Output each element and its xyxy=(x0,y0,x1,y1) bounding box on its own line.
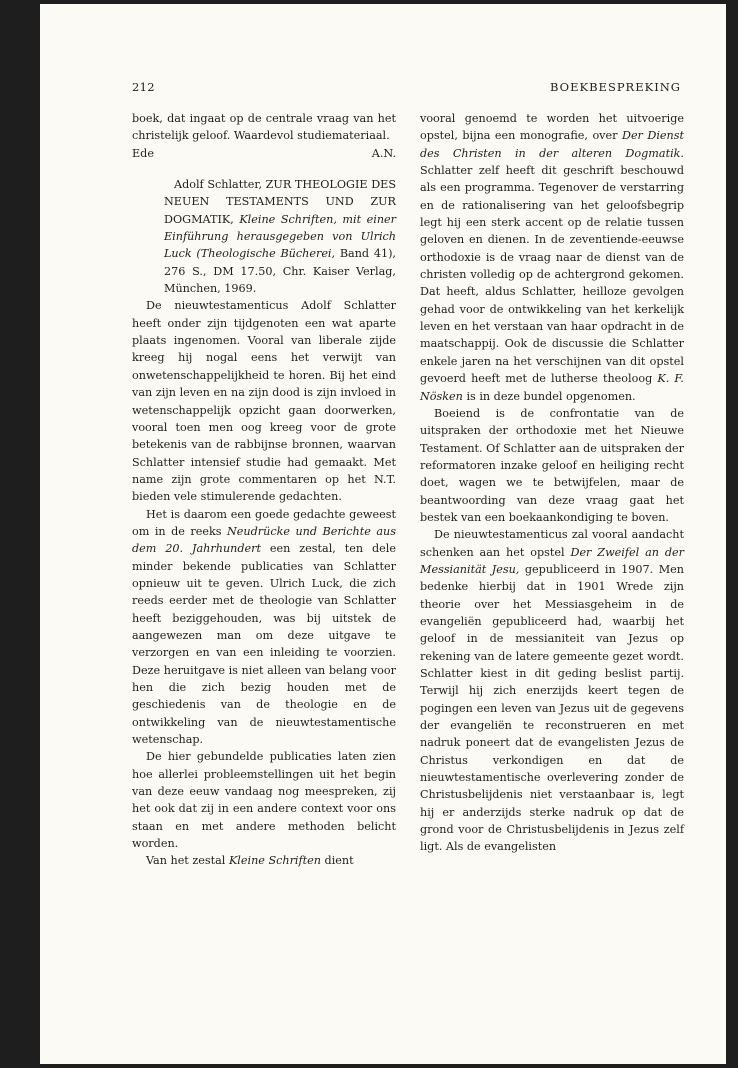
book-title: Kleine Schriften xyxy=(228,854,321,868)
paragraph-text: Van het zestal xyxy=(146,854,226,868)
essay-title: Der Dienst des Christen in der alteren Dogmatik. xyxy=(420,129,684,160)
right-column xyxy=(420,110,684,856)
paragraph-text: vooral genoemd te worden het uitvoerige opstel, bijna een monografie, over xyxy=(420,112,684,143)
review-paragraph-7 xyxy=(420,526,684,856)
signature-place: Ede xyxy=(132,146,154,160)
paragraph-text: is in deze bundel opgenomen. xyxy=(466,389,636,403)
series-title: Neudrücke und Berichte aus dem 20. Jahrhundert xyxy=(132,524,396,556)
essay-title: Der Zweifel an der Messianität Jesu, xyxy=(420,545,685,576)
book-page xyxy=(40,4,726,1064)
paragraph-text: gepubliceerd in 1907. Men bedenke hierbij dat in 1901 Wrede zijn theorie over het Messiasgeheim in de evangeliën gepubliceerd had, waarbij het geloof in de messianiteit van Jezus op rekening van de latere gemeente gezet wordt. Schlatter kiest in dit geding beslist partij. Terwijl hij zich enerzijds keert tegen de pogingen een leven van Jezus uit de gegevens der evangeliën te reconstrueren en met nadruk poneert dat de evangelisten Jezus de Christus verkondigen en dat de nieuwtestamentische overlevering zonder de Christusbelijdenis niet verstaanbaar is, legt hij er anderzijds sterke nadruk op dat de grond voor de Christusbelijdenis in Jezus zelf ligt. Als de evangelisten xyxy=(420,562,684,854)
bibliographic-entry xyxy=(164,176,396,297)
review-paragraph-1: De nieuwtestamenticus Adolf Schlatter heeft onder zijn tijdgenoten een wat aparte plaats ingenomen. Vooral van liberale zijde kreeg hij nogal eens het verwijt van onwetenschappelijkheid te horen. Bij het eind van zijn leven en na zijn dood is zijn invloed in wetenschappelijk opzicht gaan doorwerken, vooral toen men oog kreeg voor de grote betekenis van de rabbijnse bronnen, waarvan Schlatter intensief studie had gemaakt. Met name zijn grote commentaren op het N.T. bieden vele stimulerende gedachten. xyxy=(132,299,396,504)
paragraph-text: dient xyxy=(324,854,354,868)
previous-review-ending: boek, dat ingaat op de centrale vraag van het christelijk geloof. Waardevol studiemateriaal. xyxy=(132,112,396,143)
paragraph-text: Schlatter zelf heeft dit geschrift beschouwd als een programma. Tegenover de verstarring en de rationalisering van het geloofsbegrip legt hij een sterk accent op de relatie tussen geloven en dienen. In de zeventiende-eeuwse orthodoxie is de vraag naar de dienst van de christen volledig op de achtergrond gekomen. Dat heeft, aldus Schlatter, heilloze gevolgen gehad voor de ontwikkeling van het kerkelijk leven en het verstaan van haar opdracht in de maatschappij. Ook de discussie die Schlatter enkele jaren na het verschijnen van dit opstel gevoerd heeft met de lutherse theoloog xyxy=(420,164,684,386)
bib-details: Band 41), 276 S., DM 17.50, Chr. Kaiser Verlag, München, 1969. xyxy=(164,247,396,296)
page-number: 212 xyxy=(132,80,155,94)
reviewer-signature xyxy=(132,145,396,162)
bib-author-title: Adolf Schlatter, ZUR THEOLOGIE DES NEUEN TESTAMENTS UND ZUR DOGMATIK, xyxy=(164,178,396,226)
paragraph-text: Het is daarom een goede gedachte geweest om in de reeks xyxy=(132,507,396,538)
review-paragraph-2 xyxy=(132,506,396,749)
paragraph-text: De nieuwtestamenticus zal vooral aandacht schenken aan het opstel xyxy=(420,528,684,559)
review-paragraph-3: De hier gebundelde publicaties laten zien hoe allerlei probleemstellingen uit het begin van deze eeuw vandaag nog meespreken, zij het ook dat zij in een andere context voor ons staan en met andere methoden belicht worden. xyxy=(132,750,396,851)
left-column xyxy=(132,110,396,870)
running-title: BOEKBESPREKING xyxy=(550,80,681,94)
review-paragraph-4 xyxy=(132,852,396,869)
bib-subtitle: Kleine Schriften, mit einer Einführung herausgegeben von Ulrich Luck (Theologische Bücherei, xyxy=(164,212,396,261)
review-paragraph-5 xyxy=(420,110,684,405)
theologian-name: K. F. Nösken xyxy=(420,372,684,403)
signature-initials: A.N. xyxy=(371,146,396,160)
review-paragraph-6: Boeiend is de confrontatie van de uitspraken der orthodoxie met het Nieuwe Testament. Of Schlatter aan de uitspraken der reformatoren inzake geloof en heiliging recht doet, wagen we te betwijfelen, maar de beantwoording van deze vraag gaat het bestek van een boekaankondiging te boven. xyxy=(420,406,684,524)
paragraph-text: een zestal, ten dele minder bekende publicaties van Schlatter opnieuw uit te geven. Ulrich Luck, die zich reeds eerder met de theologie van Schlatter heeft beziggehouden, was bij uitstek de aangewezen man om deze uitgave te verzorgen en van een inleiding te voorzien. Deze heruitgave is niet alleen van belang voor hen die zich bezig houden met de geschiedenis van de theologie en de ontwikkeling van de nieuwtestamentische wetenschap. xyxy=(132,542,396,747)
